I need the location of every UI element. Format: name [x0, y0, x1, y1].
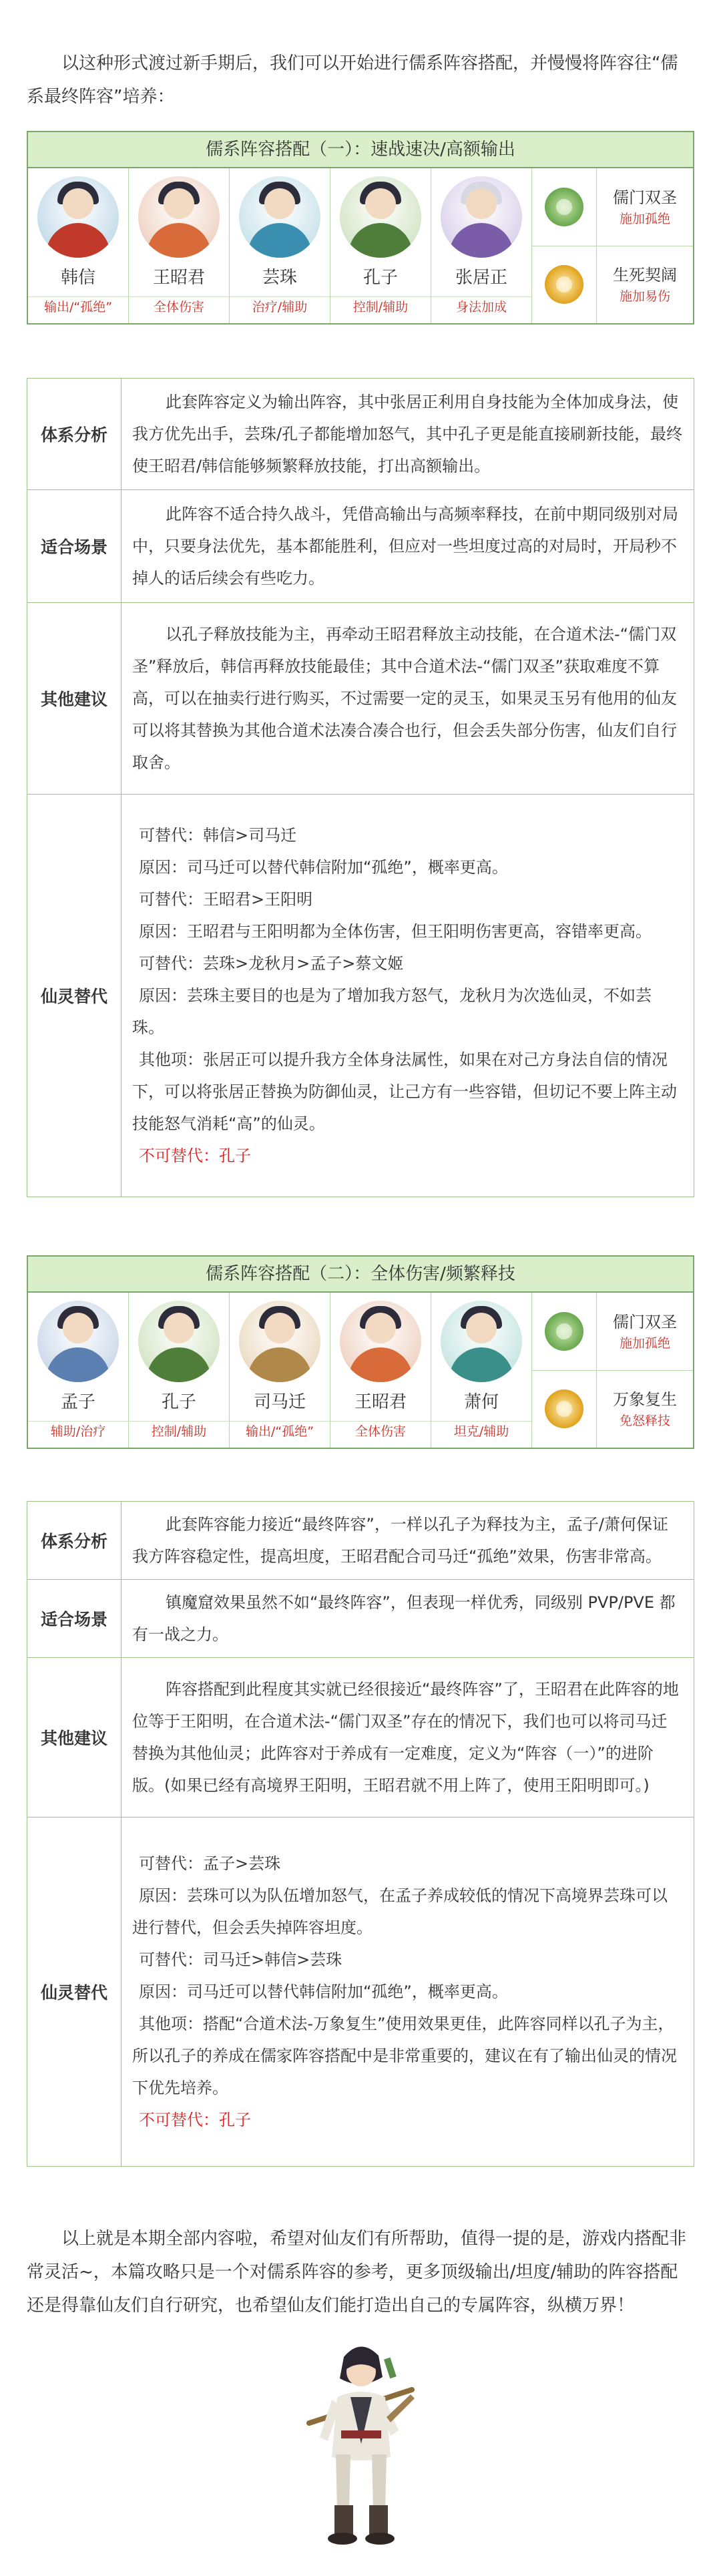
row-value: 可替代：孟子>芸珠 原因：芸珠可以为队伍增加怒气，在孟子养成较低的情况下高境界芸珠可以进行替代，但会丢失掉阵容坦度。 可替代：司马迁>韩信>芸珠 原因：司马迁可以替代韩信附加“孤绝”，概率更高。 其他项：搭配“合道术法-万象复生”使用效果更佳，此阵容同样以孔子为主，所以孔子的养成在儒家阵容搭配中是非常重要的，建议在有了输出仙灵的情况下优先培养。 不可替代：孔子: [122, 1817, 694, 2167]
hero-portrait-icon: [441, 176, 522, 258]
spirit-item: [532, 168, 693, 246]
hero-role: 治疗/辅助: [230, 296, 330, 317]
row-value: 可替代：韩信>司马迁 原因：司马迁可以替代韩信附加“孤绝”，概率更高。 可替代：王昭君>王阳明 原因：王昭君与王阳明都为全体伤害，但王阳明伤害更高，容错率更高。 可替代：芸珠>龙秋月>孟子>蔡文姬 原因：芸珠主要目的也是为了增加我方怒气，龙秋月为次选仙灵，不如芸珠。 其他项：张居正可以提升我方全体身法属性，如果在对己方身法自信的情况下，可以将张居正替换为防御仙灵，让己方有一些容错，但切记不要上阵主动技能怒气消耗“高”的仙灵。 不可替代：孔子: [122, 795, 694, 1197]
hero-role: 控制/辅助: [129, 1421, 229, 1442]
hero-card: [129, 168, 230, 323]
row-value: 阵容搭配到此程度其实就已经很接近“最终阵容”了，王昭君在此阵容的地位等于王阳明，在合道术法-“儒门双圣”存在的情况下，我们也可以将司马迁替换为其他仙灵；此阵容对于养成有一定难度，定义为“阵容（一）”的进阶版。(如果已经有高境界王阳明，王昭君就不用上阵了，使用王阳明即可。): [122, 1658, 694, 1817]
hero-card: [28, 1293, 129, 1448]
hero-card: [230, 168, 330, 323]
hero-card: [230, 1293, 330, 1448]
hero-role: 全体伤害: [330, 1421, 431, 1442]
spirit-list: [532, 1293, 693, 1448]
spirit-effect: 施加孤绝: [619, 211, 670, 226]
table-row: [27, 490, 694, 603]
hero-portrait-icon: [37, 1301, 119, 1382]
hero-role: 全体伤害: [129, 296, 229, 317]
spirit-effect: 免怒释技: [619, 1414, 670, 1429]
hero-portrait-icon: [239, 176, 320, 258]
row-key: 仙灵替代: [27, 1817, 122, 2167]
row-key: 其他建议: [27, 603, 122, 795]
hero-name: 孟子: [60, 1392, 95, 1412]
row-value: 此阵容不适合持久战斗，凭借高输出与高频率释技，在前中期同级别对局中，只要身法优先，基本都能胜利，但应对一些坦度过高的对局时，开局秒不掉人的话后续会有些吃力。: [122, 490, 694, 603]
hero-card: [431, 168, 532, 323]
spirit-orb-icon: [545, 188, 583, 226]
lineup-title: 儒系阵容搭配（二）：全体伤害/频繁释技: [28, 1257, 693, 1293]
hero-portrait-icon: [138, 1301, 220, 1382]
spirit-name: 万象复生: [613, 1390, 677, 1410]
hero-role: 辅助/治疗: [28, 1421, 128, 1442]
hero-role: 输出/“孤绝”: [230, 1421, 330, 1442]
table-row: [27, 1502, 694, 1580]
character-illustration: [297, 2330, 424, 2564]
row-value: 此套阵容定义为输出阵容，其中张居正利用自身技能为全体加成身法，使我方优先出手，芸珠/孔子都能增加怒气，其中孔子更是能直接刷新技能，最终使王昭君/韩信能够频繁释放技能，打出高额输出。: [122, 379, 694, 490]
hero-portrait-icon: [340, 1301, 421, 1382]
hero-card: [431, 1293, 532, 1448]
spirit-item: [532, 1293, 693, 1371]
outro-paragraph: 以上就是本期全部内容啦，希望对仙友们有所帮助，值得一提的是，游戏内搭配非常灵活~，本篇攻略只是一个对儒系阵容的参考，更多顶级输出/坦度/辅助的阵容搭配还是得靠仙友们自行研究，也希望仙友们能打造出自己的专属阵容，纵横万界！: [27, 2229, 687, 2316]
hero-name: 孔子: [161, 1392, 196, 1412]
hero-card: [330, 168, 431, 323]
analysis-table-2: [27, 1501, 694, 2167]
row-key: 体系分析: [27, 379, 122, 490]
row-key: 体系分析: [27, 1502, 122, 1580]
spirit-orb-icon: [545, 265, 583, 304]
lineup-card-2: [27, 1255, 694, 1449]
spirit-orb-icon: [545, 1389, 583, 1428]
lineup-title: 儒系阵容搭配（一）：速战速决/高额输出: [28, 132, 693, 168]
table-row: [27, 603, 694, 795]
table-row: [27, 1580, 694, 1658]
hero-role: 坦克/辅助: [431, 1421, 531, 1442]
hero-name: 芸珠: [262, 268, 297, 288]
spirit-item: [532, 246, 693, 324]
hero-portrait-icon: [138, 176, 220, 258]
row-key: 适合场景: [27, 490, 122, 603]
hero-name: 王昭君: [152, 268, 205, 288]
hero-portrait-icon: [441, 1301, 522, 1382]
table-row: [27, 379, 694, 490]
hero-name: 孔子: [363, 268, 398, 288]
table-row: [27, 1658, 694, 1817]
spirit-name: 生死契阔: [613, 266, 677, 285]
hero-role: 身法加成: [431, 296, 531, 317]
row-value: 以孔子释放技能为主，再牵动王昭君释放主动技能，在合道术法-“儒门双圣”释放后，韩信再释放技能最佳；其中合道术法-“儒门双圣”获取难度不算高，可以在抽卖行进行购买，不过需要一定的灵玉，如果灵玉另有他用的仙友可以将其替换为其他合道术法凑合凑合也行，但会丢失部分伤害，仙友们自行取舍。: [122, 603, 694, 795]
hero-name: 张居正: [455, 268, 507, 288]
hero-role: 控制/辅助: [330, 296, 431, 317]
lineup-card-1: [27, 131, 694, 325]
spirit-effect: 施加孤绝: [619, 1335, 670, 1351]
table-row: [27, 795, 694, 1197]
not-replaceable-note: 不可替代：孔子: [139, 1146, 251, 1165]
lineup-body: [28, 1293, 693, 1448]
hero-portrait-icon: [340, 176, 421, 258]
spirit-name: 儒门双圣: [613, 188, 677, 207]
not-replaceable-note: 不可替代：孔子: [139, 2111, 251, 2129]
hero-name: 韩信: [60, 268, 95, 288]
hero-portrait-icon: [37, 176, 119, 258]
lineup-body: [28, 168, 693, 323]
hero-name: 司马迁: [253, 1392, 306, 1412]
hero-name: 王昭君: [354, 1392, 407, 1412]
analysis-table-1: [27, 378, 694, 1197]
row-value: 镇魔窟效果虽然不如“最终阵容”，但表现一样优秀，同级别 PVP/PVE 都有一战之力。: [122, 1580, 694, 1658]
hero-portrait-icon: [239, 1301, 320, 1382]
hero-card: [129, 1293, 230, 1448]
spirit-name: 儒门双圣: [613, 1312, 677, 1331]
hero-name: 萧何: [463, 1392, 499, 1412]
table-row: [27, 1817, 694, 2167]
hero-card: [330, 1293, 431, 1448]
row-key: 其他建议: [27, 1658, 122, 1817]
row-value: 此套阵容能力接近“最终阵容”，一样以孔子为释技为主，孟子/萧何保证我方阵容稳定性，提高坦度，王昭君配合司马迁“孤绝”效果，伤害非常高。: [122, 1502, 694, 1580]
spirit-list: [532, 168, 693, 323]
row-key: 仙灵替代: [27, 795, 122, 1197]
intro-paragraph: 以这种形式渡过新手期后，我们可以开始进行儒系阵容搭配，并慢慢将阵容往“儒系最终阵容”培养：: [27, 53, 678, 107]
row-key: 适合场景: [27, 1580, 122, 1658]
spirit-orb-icon: [545, 1312, 583, 1351]
spirit-effect: 施加易伤: [619, 289, 670, 304]
hero-card: [28, 168, 129, 323]
spirit-item: [532, 1371, 693, 1448]
hero-role: 输出/“孤绝”: [28, 296, 128, 317]
